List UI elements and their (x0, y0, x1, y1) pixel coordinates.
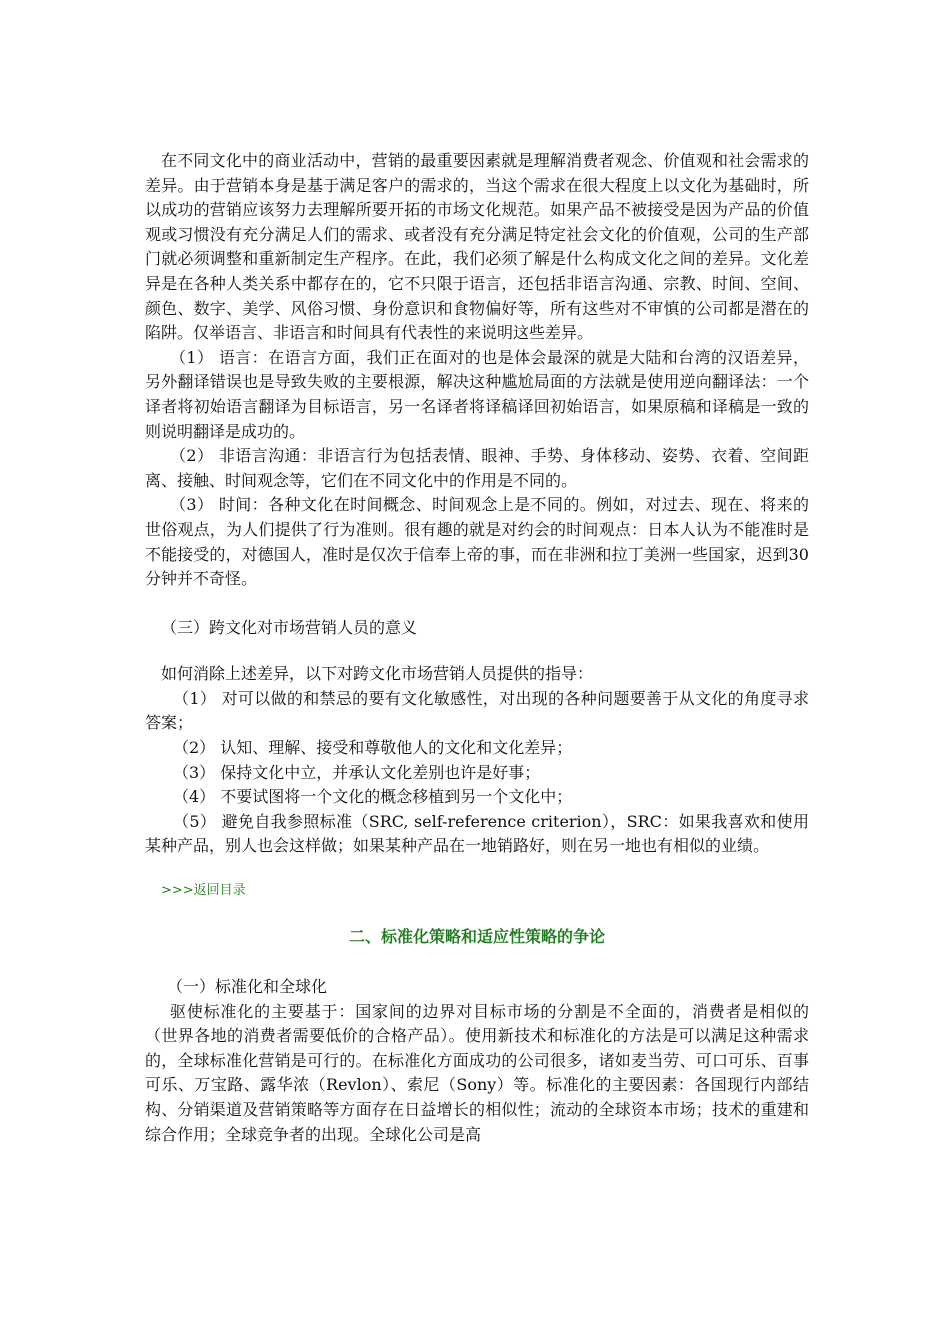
difference-item-nonverbal: （2） 非语言沟通：非语言行为包括表情、眼神、手势、身体移动、姿势、衣着、空间距离、接触、时间观念等，它们在不同文化中的作用是不同的。 (145, 446, 809, 490)
guideline-item: （4） 不要试图将一个文化的概念移植到另一个文化中； (173, 787, 573, 807)
document-page (145, 149, 809, 1147)
chapter-heading: 二、标准化策略和适应性策略的争论 (348, 927, 605, 947)
intro-paragraph: 在不同文化中的商业活动中，营销的最重要因素就是理解消费者观念、价值观和社会需求的差异。由于营销本身是基于满足客户的需求的，当这个需求在很大程度上以文化为基础时，所以成功的营销应该努力去理解所要开拓的市场文化规范。如果产品不被接受是因为产品的价值观或习惯没有充分满足人们的需求、或者没有充分满足特定社会文化的价值观，公司的生产部门就必须调整和重新制定生产程序。在此，我们必须了解是什么构成文化之间的差异。文化差异是在各种人类关系中都存在的，它不只限于语言，还包括非语言沟通、宗教、时间、空间、颜色、数字、美学、风俗习惯、身份意识和食物偏好等，所有这些对不审慎的公司都是潜在的陷阱。仅举语言、非语言和时间具有代表性的来说明这些差异。 (145, 151, 809, 343)
difference-item-time: （3） 时间：各种文化在时间概念、时间观念上是不同的。例如，对过去、现在、将来的世俗观点，为人们提供了行为准则。很有趣的就是对约会的时间观点：日本人认为不能准时是不能接受的，对德国人，准时是仅次于信奉上帝的事，而在非洲和拉丁美洲一些国家，迟到30分钟并不奇怪。 (145, 495, 809, 589)
guideline-item: （2） 认知、理解、接受和尊敬他人的文化和文化差异； (173, 738, 573, 758)
guideline-item: （1） 对可以做的和禁忌的要有文化敏感性，对出现的各种问题要善于从文化的角度寻求答案； (145, 688, 809, 733)
subsection-title: （一）标准化和全球化 (167, 977, 328, 997)
guideline-item: （3） 保持文化中立，并承认文化差别也许是好事； (173, 762, 541, 782)
back-to-contents-link[interactable]: >>>返回目录 (161, 883, 246, 899)
guide-intro: 如何消除上述差异，以下对跨文化市场营销人员提供的指导： (161, 664, 594, 684)
guidelines-list (145, 687, 809, 859)
difference-item-language: （1） 语言：在语言方面，我们正在面对的也是体会最深的就是大陆和台湾的汉语差异，另外翻译错误也是导致失败的主要根源，解决这种尴尬局面的方法就是使用逆向翻译法：一个译者将初始语言翻译为目标语言，另一名译者将译稿译回初始语言，如果原稿和译稿是一致的则说明翻译是成功的。 (145, 347, 809, 441)
guideline-item: （5） 避免自我参照标准（SRC, self-reference criterion），SRC：如果我喜欢和使用某种产品，别人也会这样做；如果某种产品在一地销路好，则在另一地也有相似的业绩。 (145, 811, 809, 856)
differences-list (145, 346, 809, 592)
section-title-3: （三）跨文化对市场营销人员的意义 (161, 617, 418, 637)
standardization-paragraph: 驱使标准化的主要基于：国家间的边界对目标市场的分割是不全面的，消费者是相似的（世界各地的消费者需要低价的合格产品）。使用新技术和标准化的方法是可以满足这种需求的，全球标准化营销是可行的。在标准化方面成功的公司很多，诸如麦当劳、可口可乐、百事可乐、万宝路、露华浓（Revlon）、索尼（Sony）等。标准化的主要因素：各国现行内部结构、分销渠道及营销策略等方面存在日益增长的相似性；流动的全球资本市场；技术的重建和综合作用；全球竞争者的出现。全球化公司是高 (145, 1001, 809, 1144)
